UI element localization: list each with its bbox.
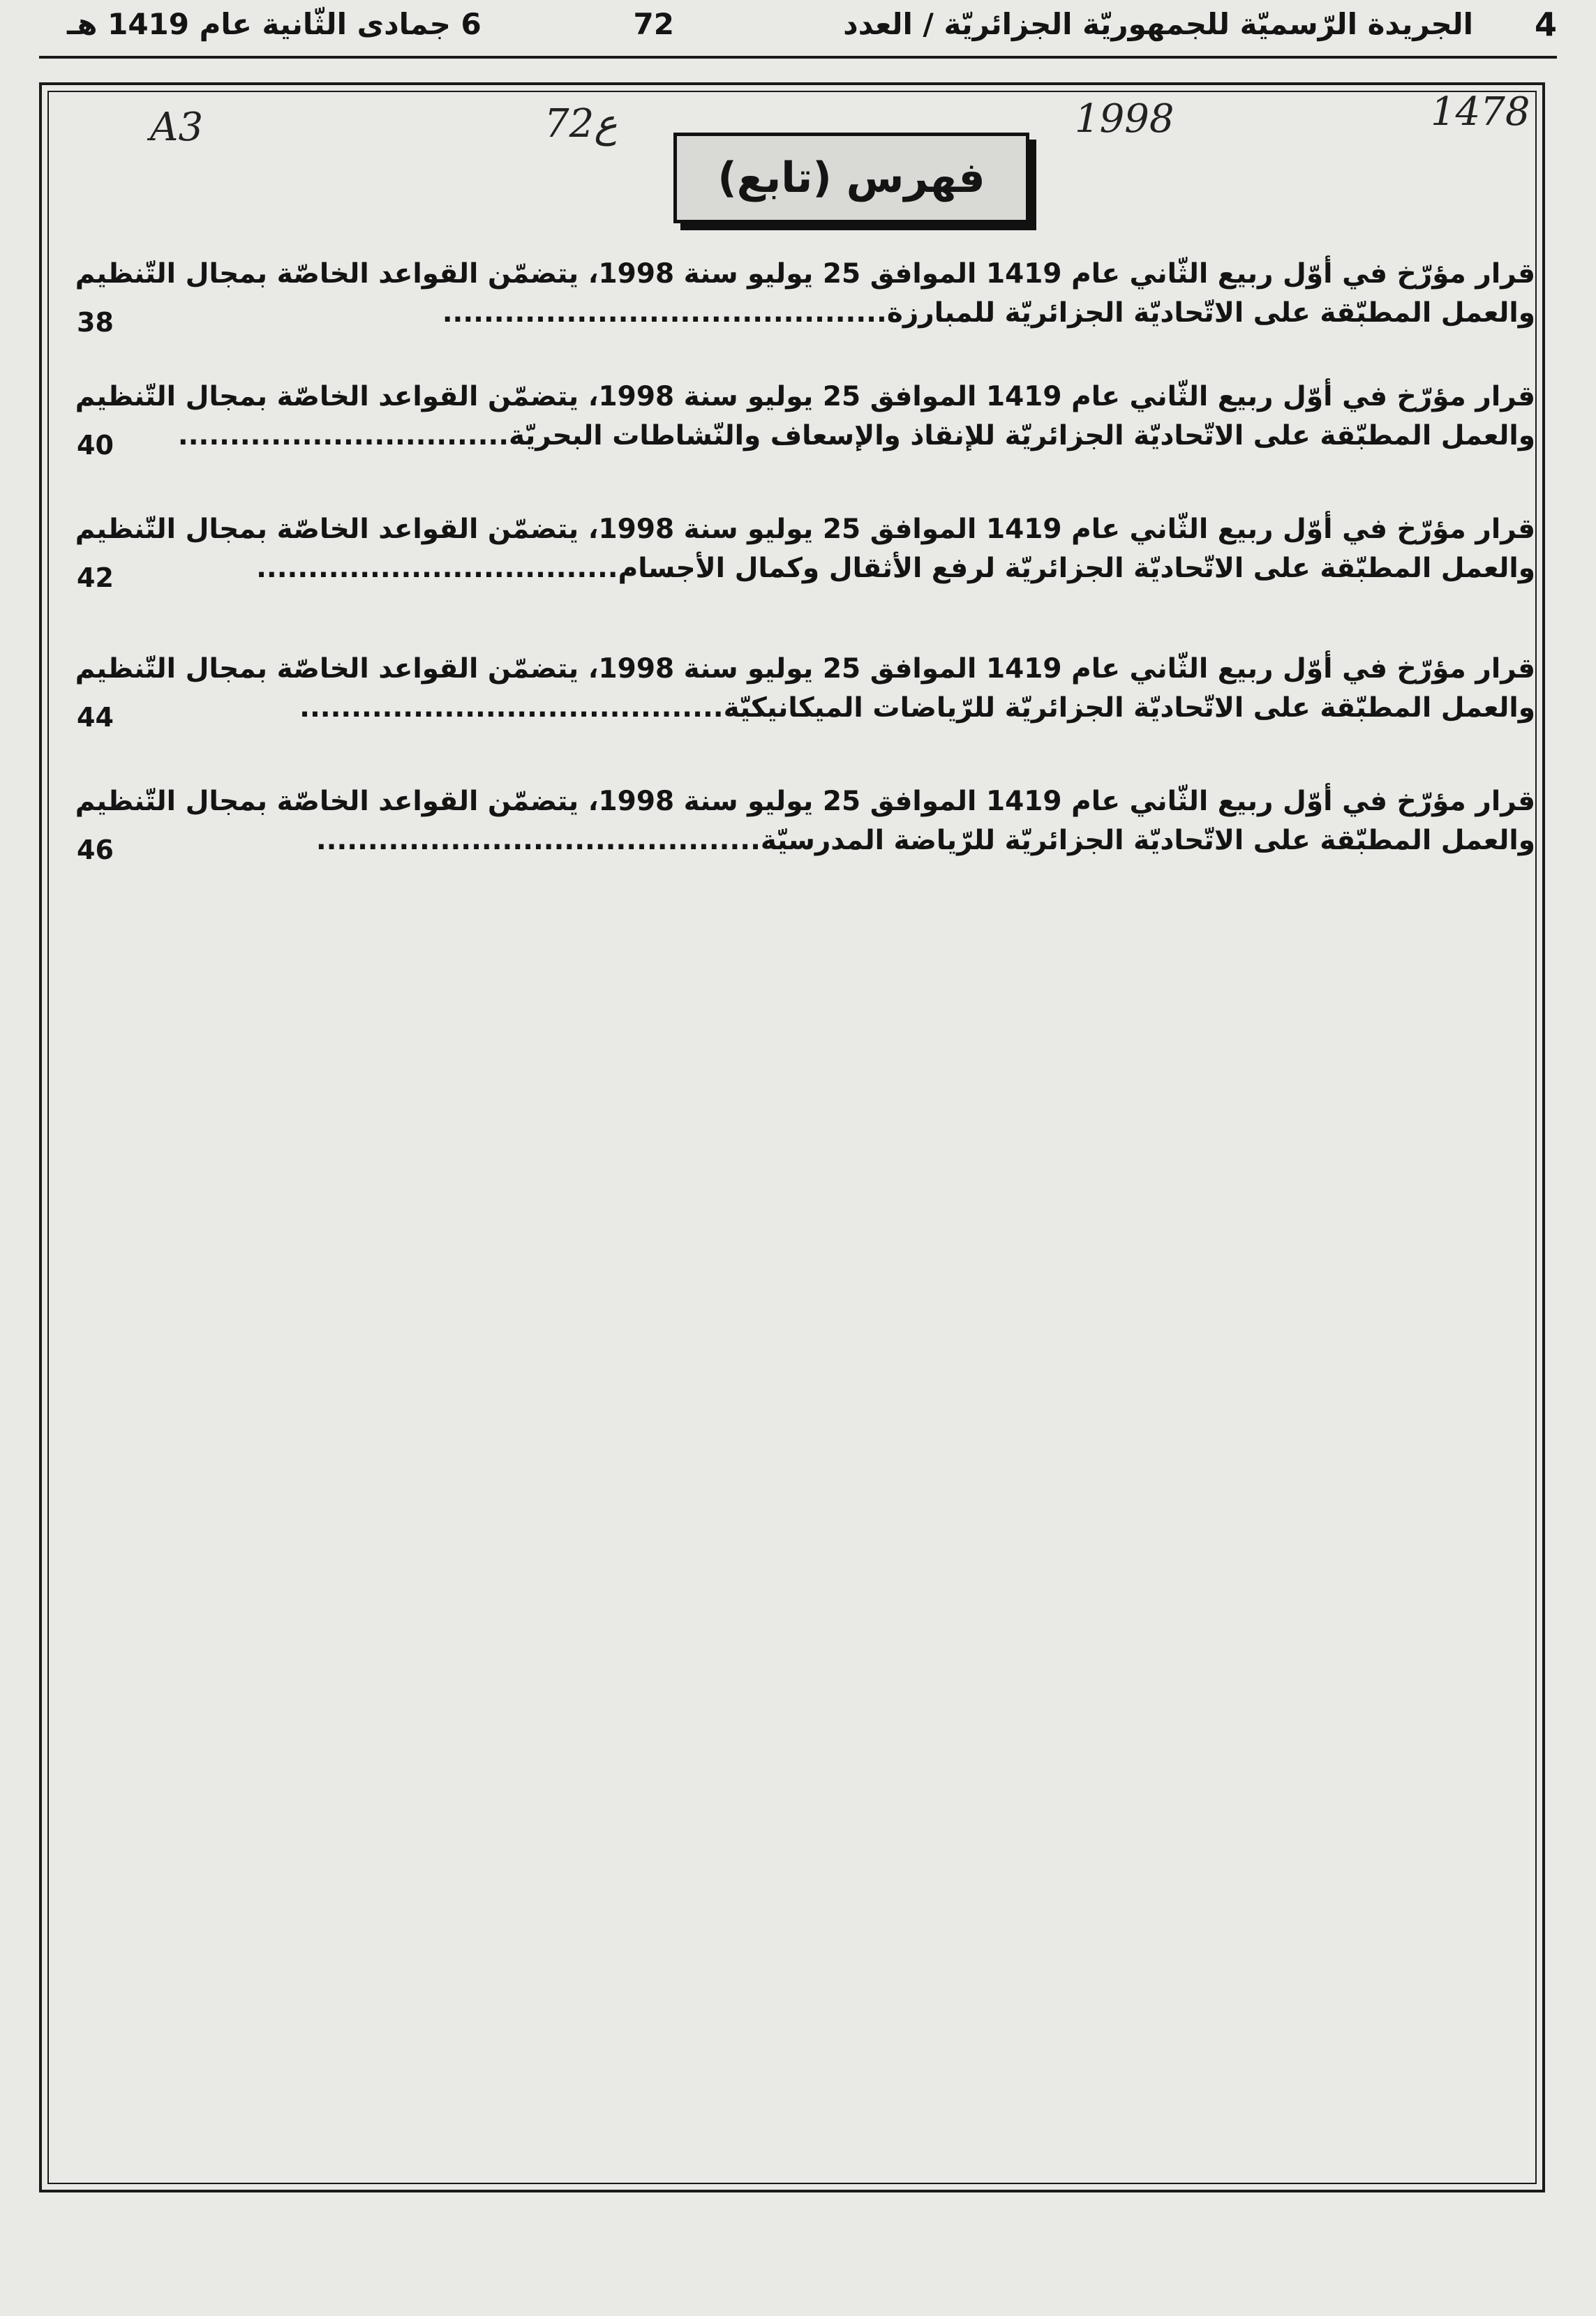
entry-page-number: 44 (77, 702, 114, 733)
index-title-box (673, 133, 1029, 223)
entry-line-1: قرار مؤرّخ في أوّل ربيع الثّاني عام 1419 الموافق 25 يوليو سنة 1998، يتضمّن القواعد الخاصّة بمجال التّنظيم (75, 381, 1535, 412)
dot-leader: ........................................... (315, 825, 761, 856)
entry-description: والعمل المطبّقة على الاتّحاديّة الجزائريّة للإنقاذ والإسعاف والنّشاطات البحريّة (509, 420, 1535, 451)
entry-line-2 (256, 553, 1535, 584)
entry-line-1: قرار مؤرّخ في أوّل ربيع الثّاني عام 1419 الموافق 25 يوليو سنة 1998، يتضمّن القواعد الخاصّة بمجال التّنظيم (75, 786, 1535, 817)
entry-page-number: 46 (77, 835, 114, 865)
issue-number: 72 (633, 7, 674, 41)
dot-leader: ........................................... (442, 297, 887, 329)
dot-leader: ................................ (177, 420, 509, 451)
entry-line-1: قرار مؤرّخ في أوّل ربيع الثّاني عام 1419 الموافق 25 يوليو سنة 1998، يتضمّن القواعد الخاصّة بمجال التّنظيم (75, 514, 1535, 545)
entry-description: والعمل المطبّقة على الاتّحاديّة الجزائريّة للمبارزة (886, 297, 1535, 329)
handwritten-note-year: 1998 (1075, 96, 1174, 142)
gazette-title: الجريدة الرّسميّة للجمهوريّة الجزائريّة / العدد (843, 7, 1473, 41)
entry-description: والعمل المطبّقة على الاتّحاديّة الجزائريّة لرفع الأثقال وكمال الأجسام (618, 553, 1535, 584)
index-entry (75, 786, 1535, 904)
entry-page-number: 42 (77, 562, 114, 593)
index-entry (75, 381, 1535, 500)
entry-line-2 (178, 420, 1535, 451)
handwritten-note-a3: A3 (150, 105, 204, 150)
entry-page-number: 40 (77, 430, 114, 461)
entry-line-1: قرار مؤرّخ في أوّل ربيع الثّاني عام 1419 الموافق 25 يوليو سنة 1998، يتضمّن القواعد الخاصّة بمجال التّنظيم (75, 653, 1535, 685)
entry-line-2 (316, 825, 1535, 856)
handwritten-note-ref: 1478 (1431, 89, 1530, 135)
index-entry (75, 653, 1535, 772)
entry-line-1: قرار مؤرّخ في أوّل ربيع الثّاني عام 1419 الموافق 25 يوليو سنة 1998، يتضمّن القواعد الخاصّة بمجال التّنظيم (75, 258, 1535, 290)
handwritten-note-code: 72ع (544, 101, 618, 147)
entry-page-number: 38 (77, 307, 114, 338)
index-entry (75, 514, 1535, 632)
entry-line-2 (299, 692, 1535, 724)
dot-leader: ................................... (256, 553, 618, 584)
entry-description: والعمل المطبّقة على الاتّحاديّة الجزائريّة للرّياضة المدرسيّة (760, 825, 1535, 856)
index-title: فهرس (تابع) (717, 154, 985, 202)
entry-line-2 (442, 297, 1535, 329)
index-entry (75, 258, 1535, 377)
page-number: 4 (1534, 6, 1557, 43)
hijri-date: 6 جمادى الثّانية عام 1419 هـ (67, 7, 482, 41)
dot-leader: ......................................... (299, 692, 724, 724)
running-header (39, 0, 1557, 59)
entry-description: والعمل المطبّقة على الاتّحاديّة الجزائريّة للرّياضات الميكانيكيّة (723, 692, 1535, 724)
